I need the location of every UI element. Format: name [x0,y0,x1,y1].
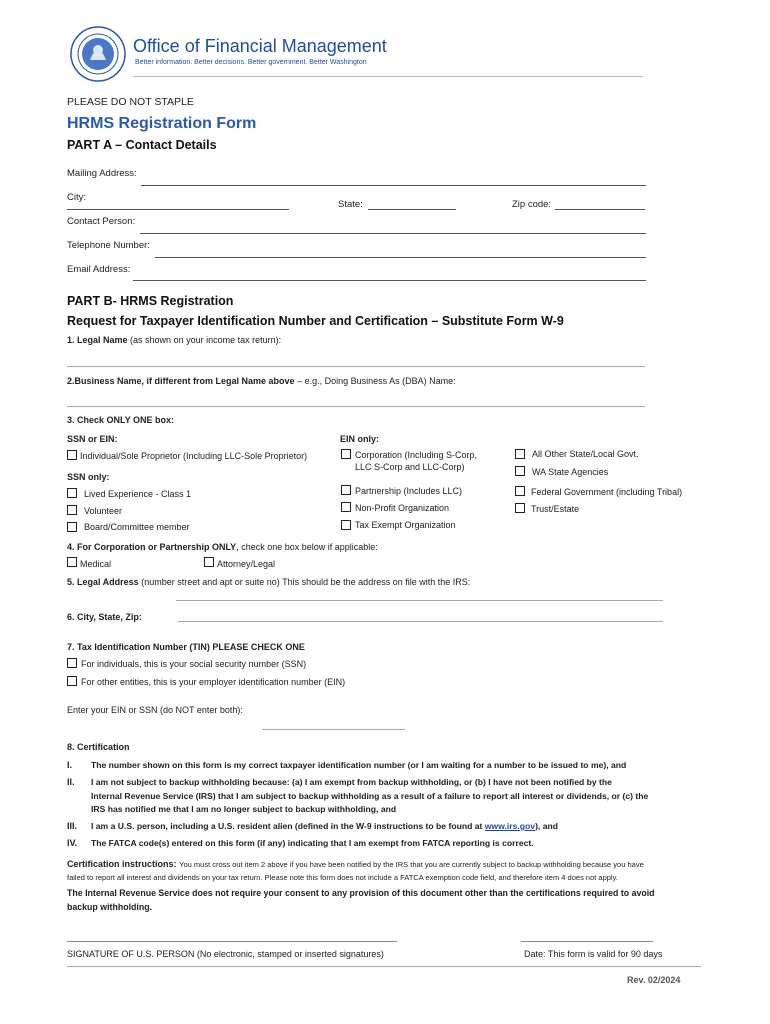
signature-field[interactable] [67,941,397,942]
other-gov-label: All Other State/Local Govt. [532,449,639,459]
cert-item-4-text: The FATCA code(s) entered on this form (if any) indicating that I am exempt from FATCA reporting is correct. [91,838,534,848]
trust-estate-label: Trust/Estate [531,504,580,514]
corporation-label-2: LLC S-Corp and LLC-Corp) [355,462,465,472]
state-field[interactable] [368,209,456,210]
wa-state-label: WA State Agencies [532,467,609,477]
attorney-checkbox[interactable] [204,557,214,567]
q6-label: 6. City, State, Zip: [67,612,142,622]
legal-name-note: (as shown on your income tax return): [130,335,282,345]
cert-instructions-text-2: failed to report all interest and dividends on your tax return. Please note this form does not include a FATCA exemption code field, and therefore item 4 does not apply. [67,873,618,882]
state-seal [70,26,126,82]
federal-gov-checkbox[interactable] [515,486,525,496]
ein-only-heading: EIN only: [340,434,380,444]
ssn-only-heading: SSN only: [67,472,110,482]
attorney-label: Attorney/Legal [217,559,276,569]
business-name-row [67,375,456,387]
ssn-option-label: For individuals, this is your social security number (SSN) [81,659,307,669]
city-field[interactable] [67,209,289,210]
email-label: Email Address: [67,264,131,275]
part-a-heading: PART A – Contact Details [67,138,217,152]
ein-option-label: For other entities, this is your employer identification number (EIN) [81,677,346,687]
signature-label: SIGNATURE OF U.S. PERSON (No electronic, stamped or inserted signatures) [67,949,384,959]
board-member-checkbox[interactable] [67,522,77,532]
cert-item-2-line-1: I am not subject to backup withholding because: (a) I am exempt from backup withholding, or (b) I have not been notified by the [91,777,612,787]
ssn-or-ein-heading: SSN or EIN: [67,434,118,444]
form-title: HRMS Registration Form [67,115,257,132]
legal-address-field[interactable] [176,600,663,601]
zip-label: Zip code: [512,199,552,210]
partnership-checkbox[interactable] [341,485,351,495]
individual-label: Individual/Sole Proprietor (Including LLC-Sole Proprietor) [80,451,308,461]
cert-instructions-text-1: You must cross out item 2 above if you have been notified by the IRS that you are currently subject to backup withholding because you have [179,860,644,869]
tax-exempt-label: Tax Exempt Organization [355,520,456,530]
cert-item-3-pre: I am a U.S. person, including a U.S. resident alien (defined in the W-9 instructions to be found at [91,821,485,831]
header-divider [133,76,643,77]
medical-checkbox[interactable] [67,557,77,567]
legal-name-label: 1. Legal Name [67,335,128,345]
mailing-address-label: Mailing Address: [67,168,137,179]
ssn-checkbox[interactable] [67,658,77,668]
nonprofit-checkbox[interactable] [341,502,351,512]
enter-tin-label: Enter your EIN or SSN (do NOT enter both): [67,705,243,715]
do-not-staple: PLEASE DO NOT STAPLE [67,96,194,108]
partnership-label: Partnership (Includes LLC) [355,486,463,496]
ein-checkbox[interactable] [67,676,77,686]
federal-gov-label: Federal Government (including Tribal) [531,487,683,497]
part-b-subheading: Request for Taxpayer Identification Number and Certification – Substitute Form W-9 [67,314,564,328]
legal-name-row [67,334,281,346]
cert-item-4-num: IV. [67,838,78,848]
business-name-label: 2.Business Name, if different from Legal Name above [67,376,295,386]
cert-item-3-post: ), and [535,821,558,831]
cert-instructions-line-1 [67,858,644,871]
volunteer-label: Volunteer [84,506,123,516]
trust-estate-checkbox[interactable] [515,503,525,513]
city-label: City: [67,192,86,203]
contact-person-field[interactable] [140,233,646,234]
cert-item-3-num: III. [67,821,78,831]
board-member-label: Board/Committee member [84,522,190,532]
volunteer-checkbox[interactable] [67,505,77,515]
state-label: State: [338,199,363,210]
zip-field[interactable] [555,209,645,210]
business-name-field[interactable] [67,406,645,407]
corporation-checkbox[interactable] [341,449,351,459]
org-name: Office of Financial Management [133,36,387,56]
date-field[interactable] [521,941,653,942]
wa-state-checkbox[interactable] [515,466,525,476]
revision-label: Rev. 02/2024 [627,975,681,985]
corporation-label-1: Corporation (Including S-Corp, [355,450,478,460]
cert-item-1-num: I. [67,760,73,770]
nonprofit-label: Non-Profit Organization [355,503,450,513]
cert-item-2-line-2: Internal Revenue Service (IRS) that I am subject to backup withholding as a result of a failure to report all interest or dividends, or (c) the [91,791,649,801]
legal-name-field[interactable] [67,366,645,367]
org-tagline: Better information. Better decisions. Better government. Better Washington [135,59,367,66]
date-label: Date: This form is valid for 90 days [524,949,663,959]
other-gov-checkbox[interactable] [515,449,525,459]
part-b-heading: PART B- HRMS Registration [67,294,234,308]
irs-consent-line-2: backup withholding. [67,902,153,912]
tin-field[interactable] [262,729,405,730]
cert-item-2-num: II. [67,777,75,787]
lived-experience-checkbox[interactable] [67,488,77,498]
mailing-address-field[interactable] [141,185,646,186]
cert-item-1-text: The number shown on this form is my correct taxpayer identification number (or I am waiting for a number to be issued to me), and [91,760,627,770]
q5-row [67,576,470,588]
irs-consent-line-1: The Internal Revenue Service does not require your consent to any provision of this document other than the certifications required to avoid [67,888,655,898]
cert-item-2-line-3: IRS has notified me that I am no longer subject to backup withholding, and [91,804,397,814]
city-state-zip-field[interactable] [178,621,663,622]
q4-row [67,541,378,553]
individual-checkbox[interactable] [67,450,77,460]
cert-instructions-label: Certification instructions: [67,859,177,869]
telephone-label: Telephone Number: [67,240,150,251]
contact-person-label: Contact Person: [67,216,136,227]
q4-label: 4. For Corporation or Partnership ONLY [67,542,237,552]
cert-item-3-text [91,820,558,832]
q7-label: 7. Tax Identification Number (TIN) PLEASE CHECK ONE [67,642,305,652]
footer-divider [67,966,701,967]
telephone-field[interactable] [155,257,646,258]
business-name-note: – e.g., Doing Business As (DBA) Name: [297,376,456,386]
q5-label: 5. Legal Address [67,577,139,587]
medical-label: Medical [80,559,112,569]
certification-heading: 8. Certification [67,742,130,752]
check-one-label: 3. Check ONLY ONE box: [67,415,175,425]
lived-experience-label: Lived Experience - Class 1 [84,489,192,499]
irs-link[interactable]: www.irs.gov [484,821,536,831]
q5-note: (number street and apt or suite no) This should be the address on file with the IRS: [141,577,471,587]
email-field[interactable] [133,280,646,281]
tax-exempt-checkbox[interactable] [341,520,351,530]
q4-note: , check one box below if applicable: [236,542,378,552]
